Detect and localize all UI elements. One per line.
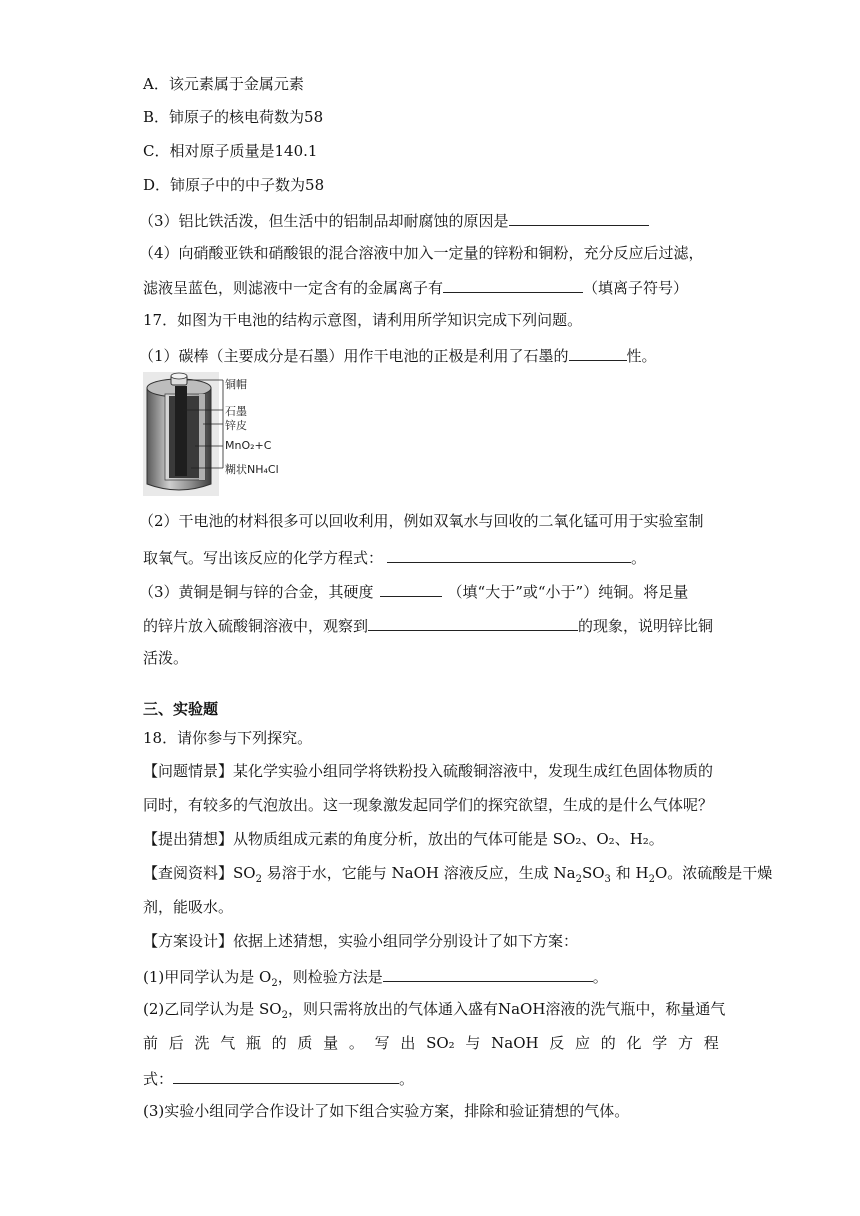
q17-part3-line3: 活泼。	[143, 649, 189, 667]
label-zinc-shell: 锌皮	[225, 419, 247, 432]
q18-s3: (3)实验小组同学合作设计了如下组合实验方案，排除和验证猜想的气体。	[143, 1102, 630, 1120]
battery-cutaway-illustration	[143, 372, 353, 496]
formula-so2: $SO_2$	[233, 864, 262, 885]
label-nh4cl-paste: 糊状NH₄Cl	[225, 463, 279, 476]
label-copper-cap: 铜帽	[225, 378, 247, 391]
q18-s2-line1: (2)乙同学认为是 $SO_2$，则只需将放出的气体通入盛有NaOH溶液的洗气瓶中，称量通气	[143, 1000, 726, 1021]
formula-na2so3: $Na_2SO_3$	[553, 864, 611, 885]
gas-list: SO₂、O₂、H₂。	[552, 830, 664, 848]
answer-blank[interactable]	[173, 1067, 399, 1084]
q18-hypothesis: 【提出猜想】从物质组成元素的角度分析，放出的气体可能是 SO₂、O₂、H₂。	[143, 830, 664, 848]
answer-blank[interactable]	[387, 546, 631, 563]
battery-diagram	[143, 372, 353, 496]
answer-blank[interactable]	[569, 344, 627, 361]
q17-part1: （1）碳棒（主要成分是石墨）用作干电池的正极是利用了石墨的 性。	[139, 344, 657, 366]
option-a: A．该元素属于金属元素	[143, 75, 304, 93]
q17-part2-line1: （2）干电池的材料很多可以回收利用，例如双氧水与回收的二氧化锰可用于实验室制	[139, 512, 704, 530]
q17-stem: 17．如图为干电池的结构示意图，请利用所学知识完成下列问题。	[143, 311, 583, 329]
section-title: 三、实验题	[143, 700, 219, 718]
answer-blank[interactable]	[383, 965, 593, 982]
q17-part2-line2: 取氧气。写出该反应的化学方程式： 。	[143, 546, 646, 568]
option-d: D．铈原子中的中子数为58	[143, 176, 325, 194]
answer-blank[interactable]	[509, 209, 649, 226]
answer-blank[interactable]	[443, 276, 583, 293]
q17-part3-line1: （3）黄铜是铜与锌的合金，其硬度 （填“大于”或“小于”）纯铜。将足量	[139, 580, 688, 602]
q18-info-line1: 【查阅资料】$SO_2$ 易溶于水，它能与 NaOH 溶液反应，生成 $Na_2SO_3$ 和 $H_2O$。浓硫酸是干燥	[143, 864, 773, 885]
formula-h2o: $H_2O$	[635, 864, 668, 885]
formula-o2: $O_2$	[259, 968, 278, 989]
q16-part4-line1: （4）向硝酸亚铁和硝酸银的混合溶液中加入一定量的锌粉和铜粉，充分反应后过滤，	[139, 244, 704, 262]
q18-s2-line3: 式： 。	[143, 1067, 414, 1089]
option-c: C．相对原子质量是140.1	[143, 142, 318, 160]
q16-part3: （3）铝比铁活泼，但生活中的铝制品却耐腐蚀的原因是	[139, 209, 649, 231]
q18-stem: 18．请你参与下列探究。	[143, 729, 313, 747]
q18-s2-line2: 前 后 洗 气 瓶 的 质 量 。 写 出 SO₂ 与 NaOH 反 应 的 化 学 方 程	[143, 1034, 719, 1052]
q18-info-line2: 剂，能吸水。	[143, 898, 234, 916]
answer-blank[interactable]	[368, 614, 578, 631]
formula-so2: $SO_2$	[259, 1000, 288, 1021]
q16-part4-line2: 滤液呈蓝色，则滤液中一定含有的金属离子有 （填离子符号）	[143, 276, 688, 298]
q18-s1: (1)甲同学认为是 $O_2$，则检验方法是 。	[143, 965, 608, 987]
q18-scenario-line1: 【问题情景】某化学实验小组同学将铁粉投入硫酸铜溶液中，发现生成红色固体物质的	[143, 762, 714, 780]
q17-part3-line2: 的锌片放入硫酸铜溶液中，观察到 的现象，说明锌比铜	[143, 614, 713, 636]
q18-design: 【方案设计】依据上述猜想，实验小组同学分别设计了如下方案：	[143, 932, 579, 950]
label-graphite: 石墨	[225, 405, 247, 418]
label-mno2-c: MnO₂+C	[225, 439, 272, 452]
answer-blank[interactable]	[380, 580, 442, 597]
option-b: B．铈原子的核电荷数为58	[143, 108, 324, 126]
q18-scenario-line2: 同时，有较多的气泡放出。这一现象激发起同学们的探究欲望，生成的是什么气体呢？	[143, 796, 714, 814]
